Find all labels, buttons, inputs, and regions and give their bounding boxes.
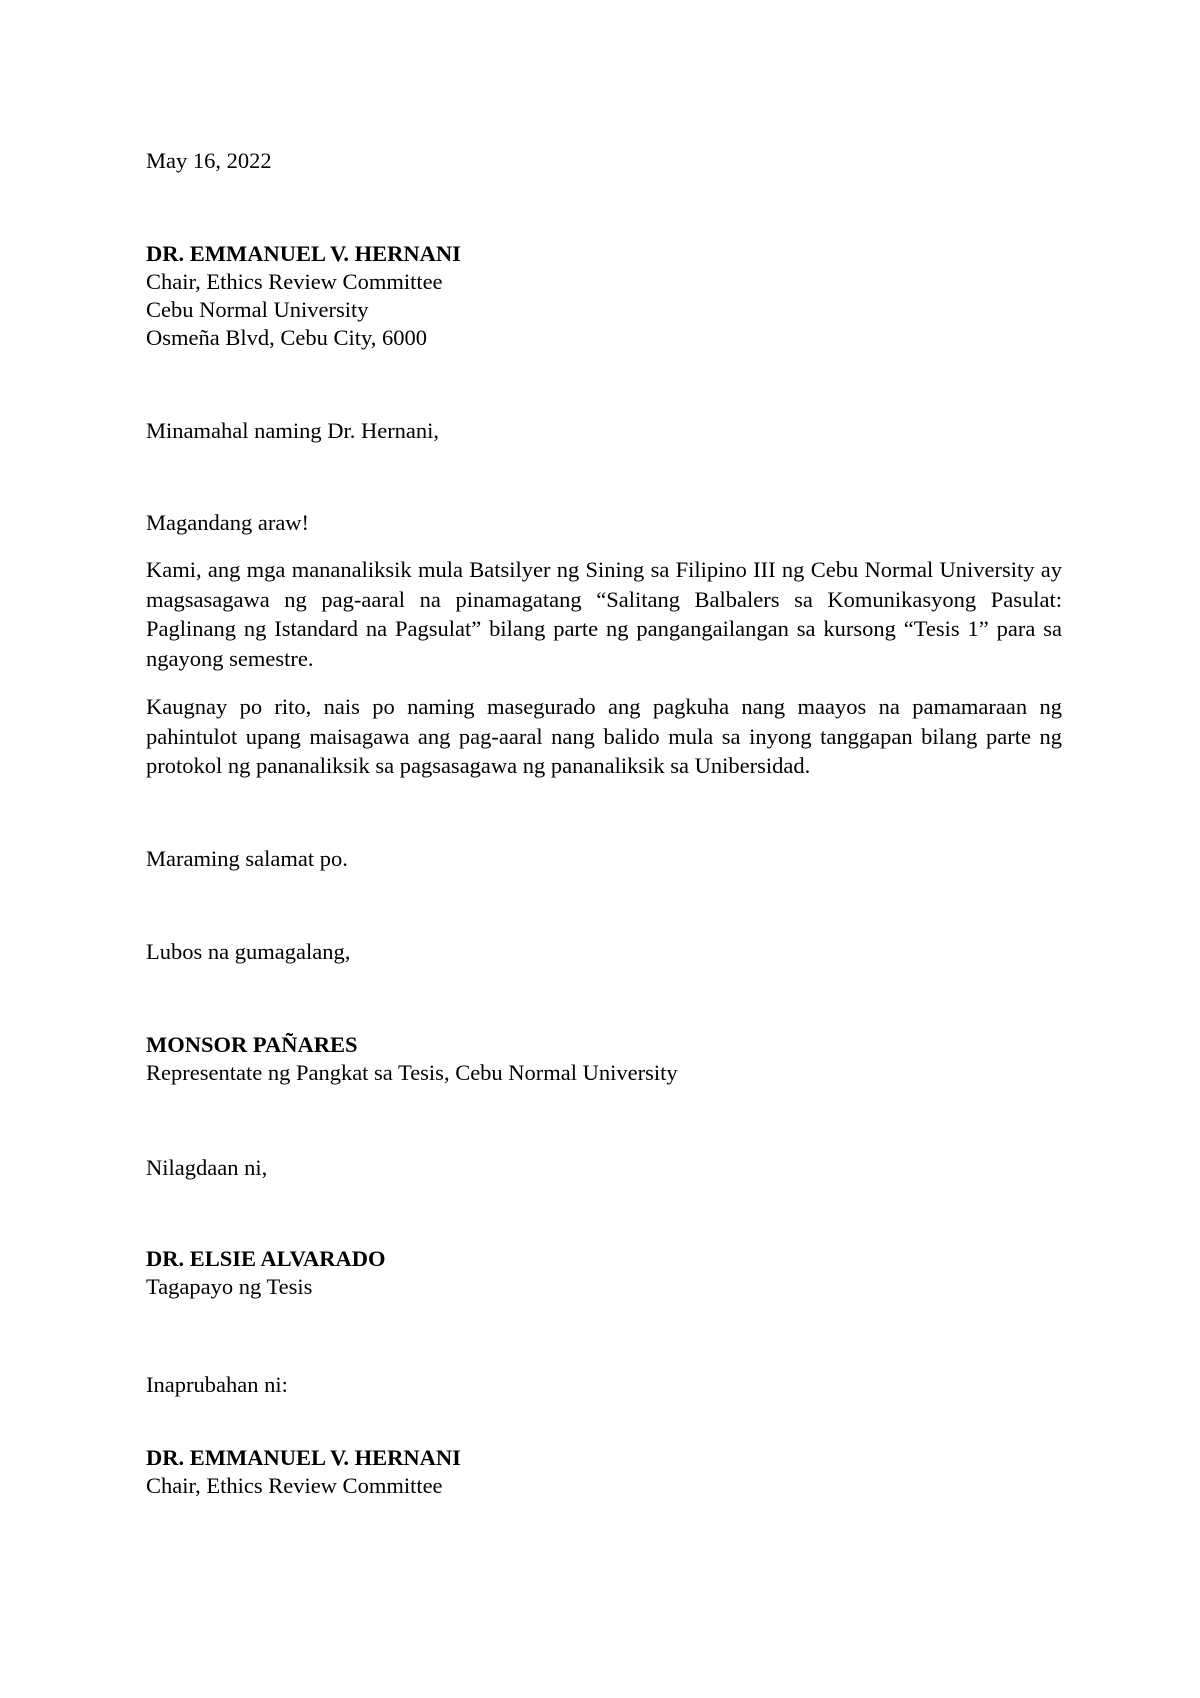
approver-name: DR. EMMANUEL V. HERNANI bbox=[146, 1445, 461, 1470]
recipient-address: Osmeña Blvd, Cebu City, 6000 bbox=[146, 325, 428, 350]
recipient-position: Chair, Ethics Review Committee bbox=[146, 269, 443, 294]
body-paragraph-2: Kaugnay po rito, nais po naming masegurado ang pagkuha nang maayos na pamamaraan ng pahintulot upang maisagawa ang pag-aaral nang balido mula sa inyong tanggapan bilang parte ng protokol ng pananaliksik sa pagsasagawa ng pananaliksik sa Unibersidad. bbox=[146, 694, 1062, 778]
letter-date: May 16, 2022 bbox=[146, 148, 272, 173]
adviser-position: Tagapayo ng Tesis bbox=[146, 1274, 313, 1299]
salutation: Minamahal naming Dr. Hernani, bbox=[146, 418, 440, 443]
greeting: Magandang araw! bbox=[146, 510, 310, 535]
thanks-line: Maraming salamat po. bbox=[146, 846, 348, 871]
body-paragraph-1: Kami, ang mga mananaliksik mula Batsilyer ng Sining sa Filipino III ng Cebu Normal University ay magsasagawa ng pag-aaral na pinamagatang “Salitang Balbalers sa Komunikasyong Pasulat: Paglinang ng Istandard na Pagsulat” bilang parte ng pangangailangan sa kursong “Tesis 1” para sa ngayong semestre. bbox=[146, 557, 1062, 671]
adviser-name: DR. ELSIE ALVARADO bbox=[146, 1246, 386, 1271]
approver-position: Chair, Ethics Review Committee bbox=[146, 1473, 443, 1498]
signed-label: Nilagdaan ni, bbox=[146, 1155, 268, 1180]
closing-line: Lubos na gumagalang, bbox=[146, 939, 351, 964]
approved-label: Inaprubahan ni: bbox=[146, 1372, 288, 1397]
sender-name: MONSOR PAÑARES bbox=[146, 1032, 358, 1057]
recipient-institution: Cebu Normal University bbox=[146, 297, 369, 322]
recipient-name: DR. EMMANUEL V. HERNANI bbox=[146, 241, 461, 266]
sender-position: Representate ng Pangkat sa Tesis, Cebu Normal University bbox=[146, 1060, 678, 1085]
